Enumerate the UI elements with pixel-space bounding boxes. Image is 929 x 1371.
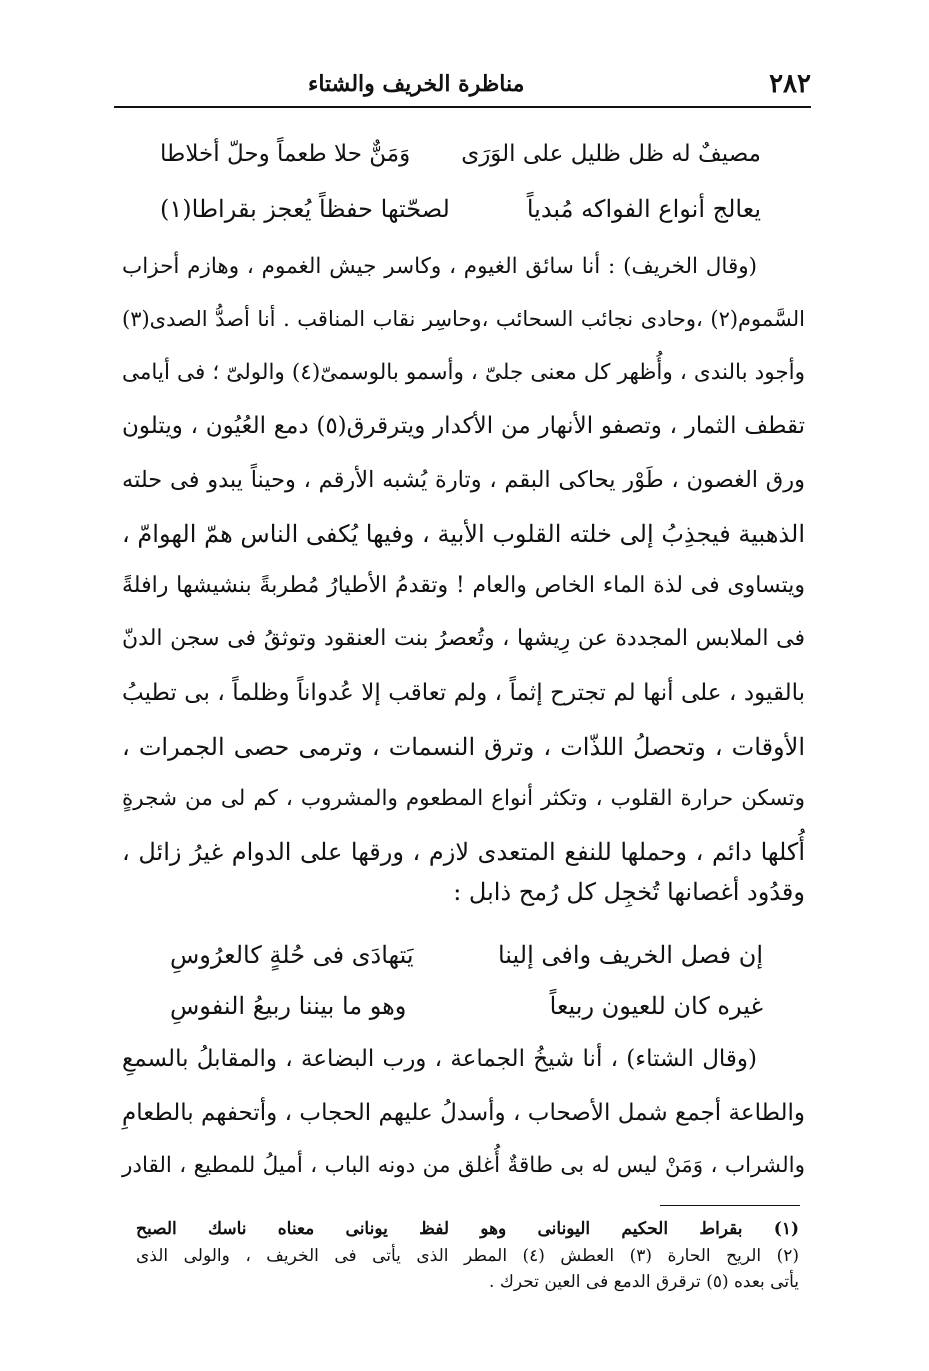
running-title: مناظرة الخريف والشتاء	[308, 71, 525, 97]
prose-line: أُكلها دائم ، وحملها للنفع المتعدى لازم ، ورقها على الدوام غيرُ زائل ،	[122, 838, 805, 866]
prose-line: السَّموم(٢) ،وحادى نجائب السحائب ،وحاسِر نقاب المناقب . أنا أصدُّ الصدى(٣)	[122, 307, 805, 331]
prose-line: الأوقات ، وتحصلُ اللذّات ، وترق النسمات ، وترمى حصى الجمرات ،	[122, 733, 805, 761]
footnote-rule	[660, 1205, 800, 1206]
verse-hemistich-right: غيره كان للعيون ربيعاً	[549, 992, 763, 1020]
verse-hemistich-right: إن فصل الخريف وافى إلينا	[497, 941, 763, 969]
prose-line: وتسكن حرارة القلوب ، وتكثر أنواع المطعوم والمشروب ، كم لى من شجرةٍ	[122, 786, 805, 811]
prose-line: بالقيود ، على أنها لم تجترح إثماً ، ولم تعاقب إلا عُدواناً وظلماً ، بى تطيبُ	[122, 680, 805, 706]
prose-line: (وقال الخريف) : أنا سائق الغيوم ، وكاسر جيش الغموم ، وهازم أحزاب	[122, 254, 757, 279]
verse-hemistich-left: وهو ما بيننا ربيعُ النفوسِ	[170, 992, 407, 1020]
verse-line	[160, 143, 761, 166]
verse-hemistich-right: يعالج أنواع الفواكه مُبدياً	[526, 195, 761, 223]
prose-line: (وقال الشتاء) ، أنا شيخُ الجماعة ، ورب البضاعة ، والمقابلُ بالسمعِ	[122, 1046, 757, 1072]
footnote-line: (٢) الريح الحارة (٣) العطش (٤) المطر الذى يأتى فى الخريف ، والولى الذى	[136, 1246, 799, 1266]
header-rule	[114, 106, 811, 108]
prose-line: وقدُود أغصانها تُخجِل كل رُمح ذابل :	[453, 878, 805, 906]
prose-line: والطاعة أجمع شمل الأصحاب ، وأسدلُ عليهم الحجاب ، وأتحفهم بالطعامِ	[122, 1100, 805, 1126]
prose-line: تقطف الثمار ، وتصفو الأنهار من الأكدار ويترقرق(٥) دمع العُيُون ، ويتلون	[122, 413, 805, 439]
prose-line: ورق الغصون ، طَوْر يحاكى البقم ، وتارة يُشبه الأرقم ، وحيناً يبدو فى حلته	[122, 467, 805, 493]
verse-line	[170, 994, 763, 1018]
footnote-line: (١) بقراط الحكيم اليونانى وهو لفظ يونانى معناه ناسك الصبح	[136, 1219, 799, 1239]
page-header	[118, 66, 811, 102]
page-number: ٢٨٢	[769, 69, 811, 99]
verse-line	[170, 943, 763, 967]
prose-line: ويتساوى فى لذة الماء الخاص والعام ! وتقدمُ الأطيارُ مُطربةً بنشيشها رافلةً	[122, 573, 805, 598]
prose-line: وأجود بالندى ، وأُظهر كل معنى جلىّ ، وأسمو بالوسمىّ(٤) والولىّ ؛ فى أيامى	[122, 360, 805, 385]
prose-line: الذهبية فيجذِبُ إلى خلته القلوب الأبية ، وفيها يُكفى الناس همّ الهوامّ ،	[122, 520, 805, 548]
verse-hemistich-right: مصيفٌ له ظل ظليل على الوَرَى	[461, 141, 761, 167]
prose-line: والشراب ، وَمَنْ ليس له بى طاقةٌ أُغلق من دونه الباب ، أميلُ للمطيع ، القادر	[122, 1153, 805, 1178]
verse-hemistich-left: وَمَنٌّ حلا طعماً وحلّ أخلاطا	[160, 141, 411, 167]
footnote-line: يأتى بعده (٥) ترقرق الدمع فى العين تحرك .	[489, 1272, 799, 1292]
prose-line: فى الملابس المجددة عن رِيشها ، وتُعصرُ بنت العنقود وتوثقُ فى سجن الدنّ	[122, 626, 805, 651]
verse-hemistich-left: يَتهادَى فى حُلةٍ كالعرُوسِ	[170, 941, 414, 969]
verse-hemistich-left: لصحّتها حفظاً يُعجز بقراطا(١)	[160, 195, 450, 223]
verse-line	[160, 197, 761, 221]
